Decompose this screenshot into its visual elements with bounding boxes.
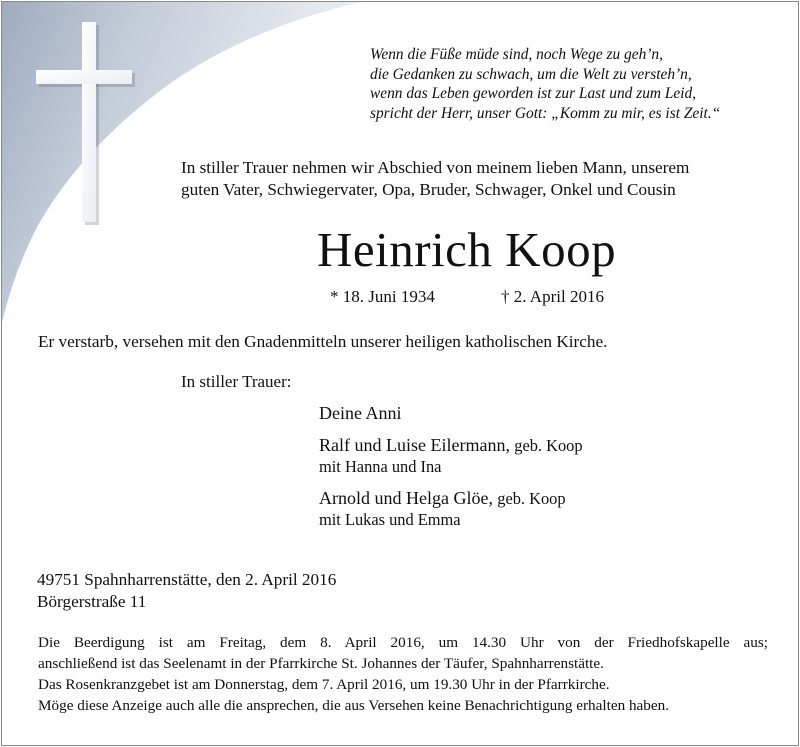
poem-line: die Gedanken zu schwach, um die Welt zu versteh’n, bbox=[370, 65, 692, 83]
cross-icon bbox=[2, 2, 142, 242]
funeral-notes bbox=[38, 632, 768, 716]
street: Börgerstraße 11 bbox=[37, 592, 147, 611]
intro-line: In stiller Trauer nehmen wir Abschied von meinem lieben Mann, unserem bbox=[181, 158, 690, 177]
mourner-anni bbox=[319, 403, 402, 424]
rosary-line: Das Rosenkranzgebet ist am Donnerstag, dem 7. April 2016, um 19.30 Uhr in der Pfarrkirche. bbox=[38, 676, 610, 693]
death-date: † 2. April 2016 bbox=[501, 287, 604, 306]
poem-line: spricht der Herr, unser Gott: „Komm zu mir, es ist Zeit.“ bbox=[370, 104, 721, 122]
poem-line: Wenn die Füße müde sind, noch Wege zu geh’n, bbox=[370, 46, 663, 63]
poem bbox=[370, 45, 720, 123]
closing-line: Möge diese Anzeige auch alle die ansprechen, die aus Versehen keine Benachrichtigung erhalten haben. bbox=[38, 697, 670, 714]
maiden-name: geb. Koop bbox=[497, 489, 566, 508]
funeral-line: Die Beerdigung ist am Freitag, dem 8. April 2016, um 14.30 Uhr von der Friedhofskapelle aus; bbox=[38, 634, 768, 651]
maiden-name: geb. Koop bbox=[514, 436, 583, 455]
mourner-arnold-family bbox=[319, 488, 566, 530]
deceased-name: Heinrich Koop bbox=[317, 222, 617, 277]
mourner-name: Ralf und Luise Eilermann, bbox=[319, 435, 510, 455]
mourner-name: Deine Anni bbox=[319, 403, 402, 423]
mourner-name: Arnold und Helga Glöe, bbox=[319, 488, 493, 508]
intro-text bbox=[181, 157, 689, 200]
poem-line: wenn das Leben geworden ist zur Last und zum Leid, bbox=[370, 85, 697, 103]
mourner-ralf-family bbox=[319, 435, 583, 477]
mourner-children: mit Hanna und Ina bbox=[319, 457, 442, 476]
birth-date: * 18. Juni 1934 bbox=[330, 287, 435, 306]
obituary-frame bbox=[1, 1, 799, 746]
place-date: 49751 Spahnharrenstätte, den 2. April 2016 bbox=[37, 570, 337, 589]
sacrament-statement: Er verstarb, versehen mit den Gnadenmitteln unserer heiligen katholischen Kirche. bbox=[38, 332, 608, 351]
address-block bbox=[37, 569, 336, 613]
mourner-children: mit Lukas und Emma bbox=[319, 510, 461, 529]
funeral-line: anschließend ist das Seelenamt in der Pfarrkirche St. Johannes der Täufer, Spahnharrenstätte. bbox=[38, 655, 604, 672]
intro-line: guten Vater, Schwiegervater, Opa, Bruder, Schwager, Onkel und Cousin bbox=[181, 179, 676, 199]
mourners-label: In stiller Trauer: bbox=[181, 372, 292, 391]
